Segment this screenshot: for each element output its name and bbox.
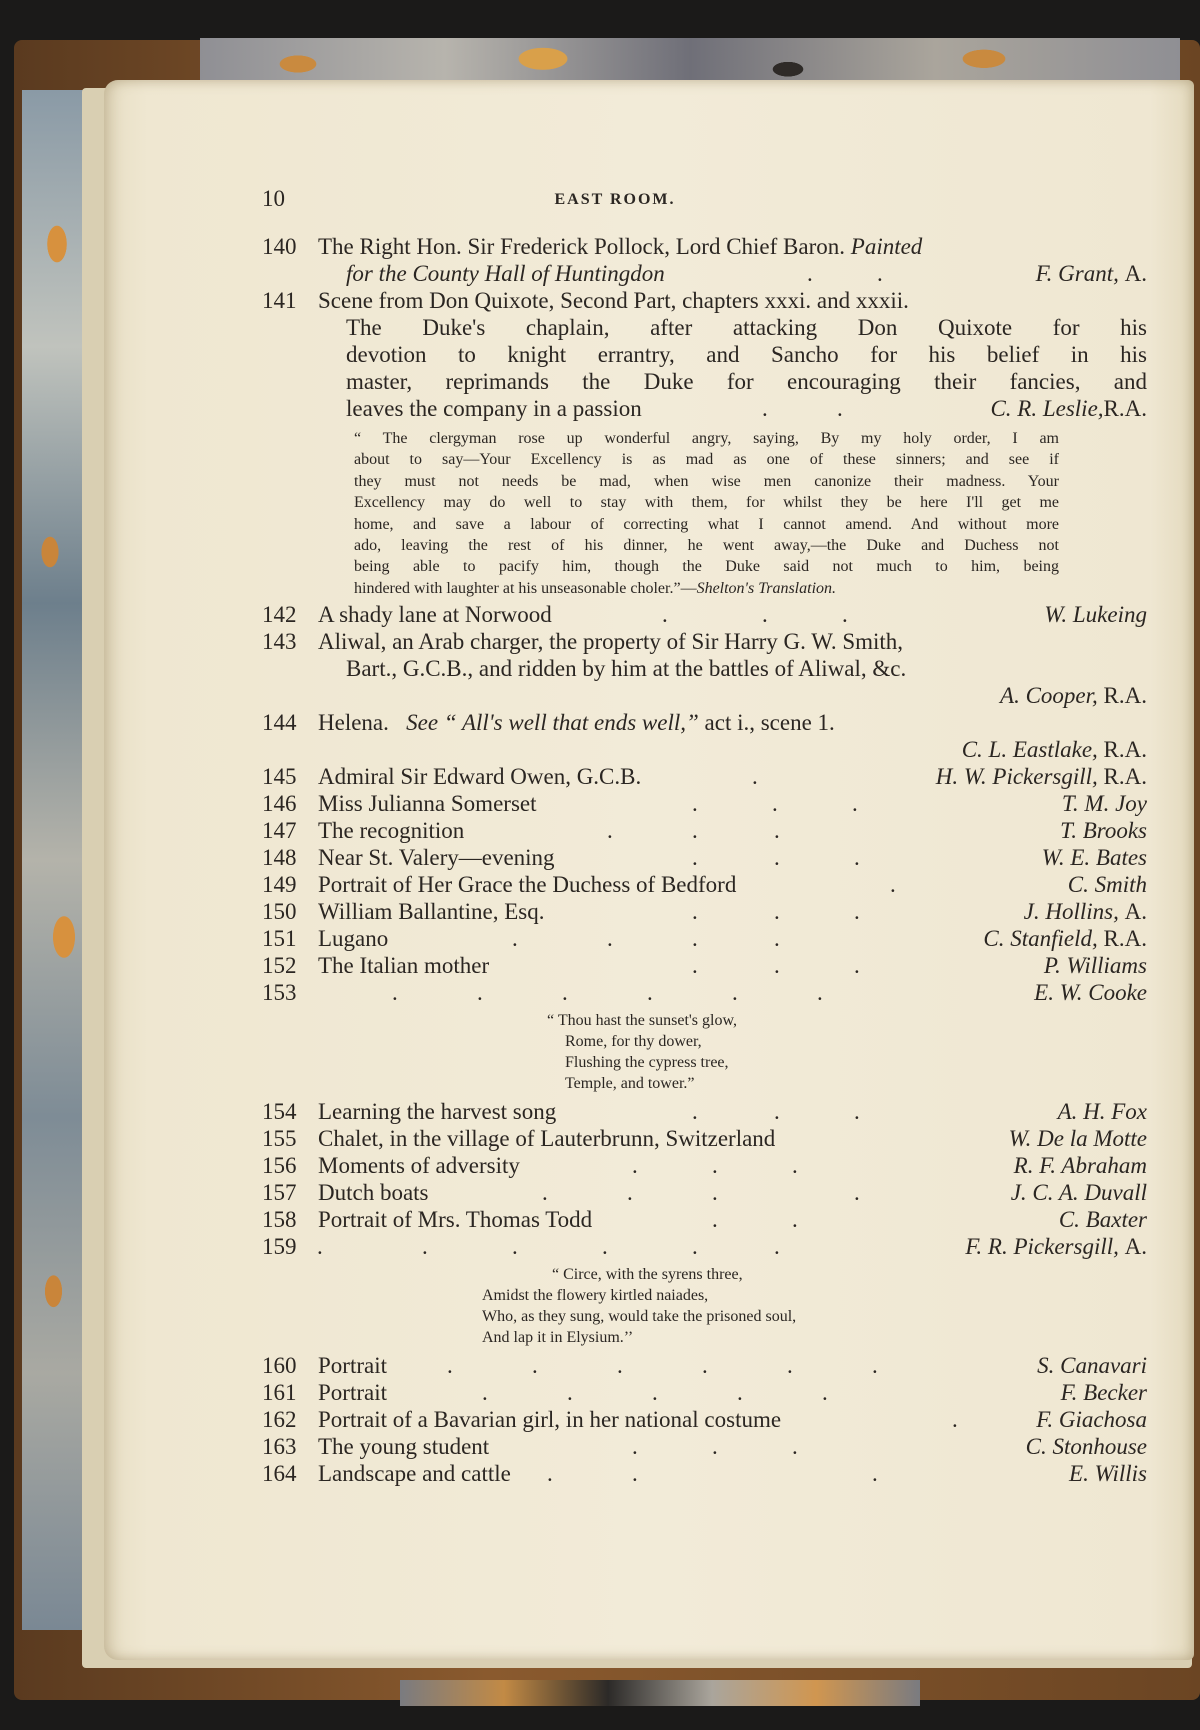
entry-title: Lugano <box>318 926 389 952</box>
entry-title: Learning the harvest song <box>318 1099 557 1125</box>
entry-155: 155 Chalet, in the village of Lauterbrunn, Switzerland W. De la Motte <box>262 1126 1147 1152</box>
entry-artist: W. E. Bates <box>1041 845 1147 871</box>
entry-artist: C. Baxter <box>1058 1207 1147 1233</box>
entry-artist: W. Lukeing <box>1044 602 1147 628</box>
entry-160: 160 Portrait . . . . . . S. Canavari <box>262 1353 1147 1379</box>
entry-title: Portrait of Mrs. Thomas Todd <box>318 1207 593 1233</box>
entry-artist: W. De la Motte <box>1008 1126 1147 1152</box>
catalogue-entries: 140 The Right Hon. Sir Frederick Pollock, Lord Chief Baron. Painted for the County Hall of Huntingdon . . F. Grant, A. 141 Scene from Don Quixote, Second Part, chapters xxxi. and xxxii. The Duke's chaplain, after attacking Don Quixote for his devotion to knight errantry, and Sancho for his belief in his master, reprimands the Duke for encouraging their fancies, and leaves the company in a passion . . C. R. Leslie,R.A. “ The clergyman rose up wonderful angry, saying, By my holy order, I am about to say—Your Excellency is as mad as one of these sinners; and see if they must not needs be mad, when wise men canonize their madness. Your Excellency may do well to stay with them, for whilst they be here I'll get me home, and save a labour of correcting what I cannot amend. And without more ado, leaving the rest of his dinner, he went away,—the Duke and Duchess not being able to pacify him, though the Duke said not much to him, being hindered with laughter at his unseasonable choler.”—Shelton's Translation. 142 A shady lane at Norwood . . . W. Lukeing 143 Aliwal, an Arab charger, the property of Sir Harry G. W. Smith, Bart., G.C.B., and ridden by him at the battles of Aliwal, &c. A. Cooper, R.A. 144 Helena. See “ All's well that ends well,” act i., scene 1. C. L. Eastlake, R.A. 145 Admiral Sir Edward Owen, G.C.B. . H. W. Pickersgill, R.A. 146 Miss Julianna Somerset . . . T. M. Joy 147 The recognition . . . T. Brooks 148 Near St. Valery—evening . . . W. E. Bates 149 Portrait of Her Grace the Duchess of Bedford . C. Smith 150 William Ballantine, Esq. . . . J. Hollins, A. 151 Lugano . . . . C. Stanfield, R.A. 152 The Italian mother . . . P. Williams 153 . . . . . . E. W. Cooke “ Thou hast the sunset's glow, Rome, for thy dower, Flushing the cypress tree, Temple, and tower.” 154 Learning the harvest song . . . A. H. Fox 155 Chalet, in the village of Lauterbrunn, Switzerland W. De la Motte 156 Moments of adversity . . . R. F. Abraham 157 Dutch boats . . . . J. C. A. Duvall 158 Portrait of Mrs. Thomas Todd . . C. Baxter 159 . . . . . . F. R. Pickersgill, A. “ Circe, with the syrens three, Amidst the flowery kirtled naiades, Who, as they sung, would take the prisoned soul, And lap it in Elysium.’’ 160 Portrait . . . . . . S. Canavari 161 Portrait . . . . . F. Becker 162 Portrait of a Bavarian girl, in her national costume . F. Giachosa 163 The young student . . . C. Stonhouse 164 Landscape and cattle . . . E. Willis <box>262 234 1147 1487</box>
entry-144: 144 Helena. See “ All's well that ends well,” act i., scene 1. <box>262 710 835 736</box>
entry-title: Scene from Don Quixote, Second Part, chapters xxxi. and xxxii. <box>318 288 909 313</box>
entry-artist: C. Stonhouse <box>1025 1434 1147 1460</box>
entry-146: 146 Miss Julianna Somerset . . . T. M. Joy <box>262 791 1147 817</box>
entry-description: The Duke's chaplain, after attacking Don Quixote for his <box>346 315 1147 340</box>
entry-artist: E. Willis <box>1069 1461 1147 1487</box>
entry-145: 145 Admiral Sir Edward Owen, G.C.B. . H. W. Pickersgill, R.A. <box>262 764 1147 790</box>
entry-artist: R. F. Abraham <box>1013 1153 1147 1179</box>
entry-158: 158 Portrait of Mrs. Thomas Todd . . C. Baxter <box>262 1207 1147 1233</box>
entry-title: Portrait <box>318 1353 387 1379</box>
entry-artist: S. Canavari <box>1037 1353 1147 1379</box>
entry-title: Portrait of Her Grace the Duchess of Bedford <box>318 872 737 898</box>
entry-quotation: “ The clergyman rose up wonderful angry, saying, By my holy order, I am about to say—Your Excellency is as mad as one of these sinners; and see if they must not needs be mad, when wise men canonize their madness. Your Excellency may do well to stay with them, for whilst they be here I'll get me home, and save a labour of correcting what I cannot amend. And without more ado, leaving the rest of his dinner, he went away,—the Duke and Duchess not being able to pacify him, though the Duke said not much to him, being hindered with laughter at his unseasonable choler.”—Shelton's Translation. <box>354 430 1059 597</box>
entry-title: Landscape and cattle <box>318 1461 511 1487</box>
entry-artist: F. Giachosa <box>1036 1407 1147 1433</box>
entry-artist: P. Williams <box>1043 953 1147 979</box>
entry-title: Aliwal, an Arab charger, the property of Sir Harry G. W. Smith, <box>318 629 904 655</box>
entry-156: 156 Moments of adversity . . . R. F. Abraham <box>262 1153 1147 1179</box>
entry-artist: A. H. Fox <box>1057 1099 1147 1125</box>
entry-artist: C. Smith <box>1067 872 1147 898</box>
entry-title: A shady lane at Norwood <box>318 602 552 628</box>
entry-title: The Right Hon. Sir Frederick Pollock, Lord Chief Baron. Painted <box>318 234 923 259</box>
entry-title-continued: Bart., G.C.B., and ridden by him at the battles of Aliwal, &c. <box>346 656 907 682</box>
entry-150: 150 William Ballantine, Esq. . . . J. Hollins, A. <box>262 899 1147 925</box>
entry-artist: C. L. Eastlake, R.A. <box>961 737 1147 763</box>
entry-159: 159 . . . . . . F. R. Pickersgill, A. <box>262 1234 1147 1260</box>
entry-153: 153 . . . . . . E. W. Cooke <box>262 980 1147 1006</box>
entry-title: Portrait of a Bavarian girl, in her national costume <box>318 1407 782 1433</box>
page-number: 10 <box>262 186 285 211</box>
entry-161: 161 Portrait . . . . . F. Becker <box>262 1380 1147 1406</box>
entry-artist: T. Brooks <box>1060 818 1147 844</box>
entry-title: William Ballantine, Esq. <box>318 899 545 925</box>
entry-artist: E. W. Cooke <box>1034 980 1147 1006</box>
entry-164: 164 Landscape and cattle . . . E. Willis <box>262 1461 1147 1487</box>
entry-artist: F. R. Pickersgill, A. <box>965 1234 1147 1260</box>
entry-title: Portrait <box>318 1380 387 1406</box>
entry-title: The young student <box>318 1434 490 1460</box>
entry-162: 162 Portrait of a Bavarian girl, in her national costume . F. Giachosa <box>262 1407 1147 1433</box>
entry-artist: J. C. A. Duvall <box>1010 1180 1147 1206</box>
entry-verse: “ Thou hast the sunset's glow, Rome, for thy dower, Flushing the cypress tree, Temple, and tower.” <box>547 1012 737 1093</box>
entry-artist: F. Grant, A. <box>1035 261 1147 286</box>
entry-141 <box>262 287 1147 314</box>
entry-number: 141 <box>262 288 297 313</box>
entry-142: 142 A shady lane at Norwood . . . W. Lukeing <box>262 602 1147 628</box>
entry-147: 147 The recognition . . . T. Brooks <box>262 818 1147 844</box>
entry-157: 157 Dutch boats . . . . J. C. A. Duvall <box>262 1180 1147 1206</box>
entry-title: Moments of adversity <box>318 1153 520 1179</box>
entry-140 <box>262 233 1147 260</box>
entry-artist: C. R. Leslie,R.A. <box>990 396 1147 421</box>
entry-description: devotion to knight errantry, and Sancho for his belief in his <box>346 342 1147 367</box>
quotation-source: Shelton's Translation. <box>696 579 837 597</box>
entry-title: The Italian mother <box>318 953 490 979</box>
entry-title: Chalet, in the village of Lauterbrunn, Switzerland <box>318 1126 776 1152</box>
entry-title: Admiral Sir Edward Owen, G.C.B. <box>318 764 642 790</box>
entry-title: Dutch boats <box>318 1180 429 1206</box>
running-head: EAST ROOM. <box>554 191 676 208</box>
entry-artist: C. Stanfield, R.A. <box>983 926 1147 952</box>
entry-149: 149 Portrait of Her Grace the Duchess of Bedford . C. Smith <box>262 872 1147 898</box>
entry-140-line2: for the County Hall of Huntingdon . . F. Grant, A. <box>346 261 1147 286</box>
entry-title: Miss Julianna Somerset <box>318 791 537 817</box>
entry-154: 154 Learning the harvest song . . . A. H. Fox <box>262 1099 1147 1125</box>
entry-143: 143 Aliwal, an Arab charger, the property of Sir Harry G. W. Smith, <box>262 629 904 655</box>
entry-151: 151 Lugano . . . . C. Stanfield, R.A. <box>262 926 1147 952</box>
entry-title-continued: for the County Hall of Huntingdon <box>346 261 665 286</box>
entry-verse: “ Circe, with the syrens three, Amidst the flowery kirtled naiades, Who, as they sung, would take the prisoned soul, And lap it in Elysium.’’ <box>482 1266 797 1347</box>
entry-artist: H. W. Pickersgill, R.A. <box>935 764 1147 790</box>
entry-description: master, reprimands the Duke for encouraging their fancies, and <box>346 369 1147 394</box>
entry-title: The recognition <box>318 818 465 844</box>
entry-163: 163 The young student . . . C. Stonhouse <box>262 1434 1147 1460</box>
entry-152: 152 The Italian mother . . . P. Williams <box>262 953 1147 979</box>
entry-title: Helena. See “ All's well that ends well,” act i., scene 1. <box>318 710 835 736</box>
entry-artist: J. Hollins, A. <box>1023 899 1147 925</box>
entry-description: leaves the company in a passion <box>346 396 642 421</box>
entry-artist: F. Becker <box>1060 1380 1147 1406</box>
entry-number: 140 <box>262 234 297 259</box>
entry-148: 148 Near St. Valery—evening . . . W. E. Bates <box>262 845 1147 871</box>
entry-artist: A. Cooper, R.A. <box>1000 683 1147 709</box>
entry-title: Near St. Valery—evening <box>318 845 555 871</box>
entry-artist: T. M. Joy <box>1061 791 1147 817</box>
